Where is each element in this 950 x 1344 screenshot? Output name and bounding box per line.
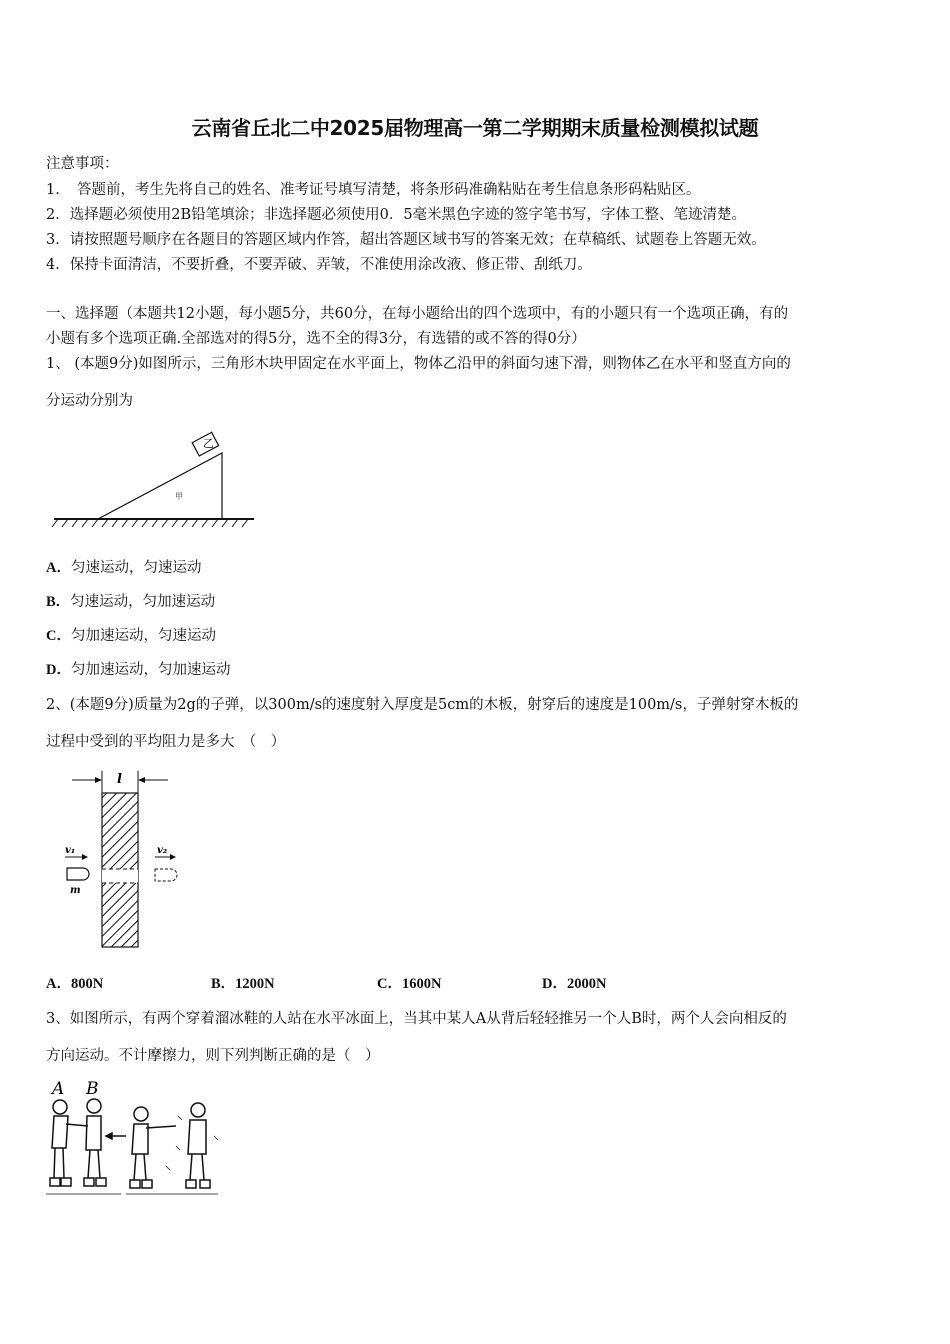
notice-item: 2．选择题必须使用2B铅笔填涂；非选择题必须使用0．5毫米黑色字迹的签字笔书写，字体工整、笔迹清楚。 <box>46 207 747 223</box>
figure-label-m: m <box>70 885 81 896</box>
figure-label-v1: v₁ <box>65 845 76 856</box>
notice-item: 3．请按照题号顺序在各题目的答题区域内作答，超出答题区域书写的答案无效；在草稿纸、试题卷上答题无效。 <box>46 232 766 248</box>
option-letter: D． <box>46 662 71 678</box>
option-d[interactable]: D．2000N <box>542 976 607 992</box>
option-text: 匀加速运动，匀加速运动 <box>70 662 231 678</box>
option-letter: B． <box>46 594 71 610</box>
option-b[interactable] <box>46 590 215 611</box>
bullet-board-figure <box>55 765 185 955</box>
figure-label-b: B <box>86 1079 99 1099</box>
skaters-figure <box>46 1076 226 1201</box>
option-letter: A． <box>46 560 71 576</box>
option-d[interactable] <box>46 658 230 679</box>
page-title: 云南省丘北二中2025届物理高一第二学期期末质量检测模拟试题 <box>191 116 759 140</box>
section-heading: 一、选择题（本题共12小题，每小题5分，共60分，在每小题给出的四个选项中，有的小题只有一个选项正确，有的 <box>46 306 789 322</box>
question-2-options <box>46 972 906 994</box>
option-c[interactable]: C．1600N <box>377 976 442 992</box>
skaters-right-pair <box>106 1103 218 1194</box>
skaters-left-pair <box>46 1099 121 1194</box>
figure-label-jia: 甲 <box>175 492 183 501</box>
section-heading-cont: 小题有多个选项正确.全部选对的得5分，选不全的得3分，有选错的或不答的得0分） <box>46 331 586 347</box>
question-1-text: 1、 (本题9分)如图所示，三角形木块甲固定在水平面上，物体乙沿甲的斜面匀速下滑，则物体乙在水平和竖直方向的 <box>46 356 791 372</box>
notice-item: 4．保持卡面清洁，不要折叠，不要弄破、弄皱，不准使用涂改液、修正带、刮纸刀。 <box>46 257 592 273</box>
option-text: 匀速运动，匀加速运动 <box>70 594 216 610</box>
option-text: 匀速运动，匀速运动 <box>70 560 202 576</box>
question-2-text: 2、(本题9分)质量为2g的子弹，以300m/s的速度射入厚度是5cm的木板，射穿后的速度是100m/s，子弹射穿木板的 <box>46 697 799 713</box>
figure-label-a: A <box>52 1079 65 1099</box>
option-c[interactable] <box>46 624 216 645</box>
question-2-text-cont: 过程中受到的平均阻力是多大 （ ） <box>46 734 286 750</box>
question-1-text-cont: 分运动分别为 <box>46 393 133 409</box>
question-3-text: 3、如图所示，有两个穿着溜冰鞋的人站在水平冰面上，当其中某人A从背后轻轻推另一个人B时，两个人会向相反的 <box>46 1011 787 1027</box>
figure-label-v2: v₂ <box>157 845 168 856</box>
incline-figure <box>50 425 260 535</box>
option-b[interactable]: B．1200N <box>211 976 275 992</box>
notice-heading: 注意事项： <box>46 156 119 172</box>
option-letter: C． <box>46 628 71 644</box>
figure-label-yi: 乙 <box>203 437 214 450</box>
option-a[interactable]: A．800N <box>46 976 104 992</box>
question-3-text-cont: 方向运动。不计摩擦力，则下列判断正确的是（ ） <box>46 1048 380 1064</box>
notice-item: 1． 答题前，考生先将自己的姓名、准考证号填写清楚，将条形码准确粘贴在考生信息条形码粘贴区。 <box>46 182 701 198</box>
option-a[interactable] <box>46 556 201 577</box>
option-text: 匀加速运动，匀速运动 <box>70 628 216 644</box>
figure-label-l: l <box>117 772 122 787</box>
